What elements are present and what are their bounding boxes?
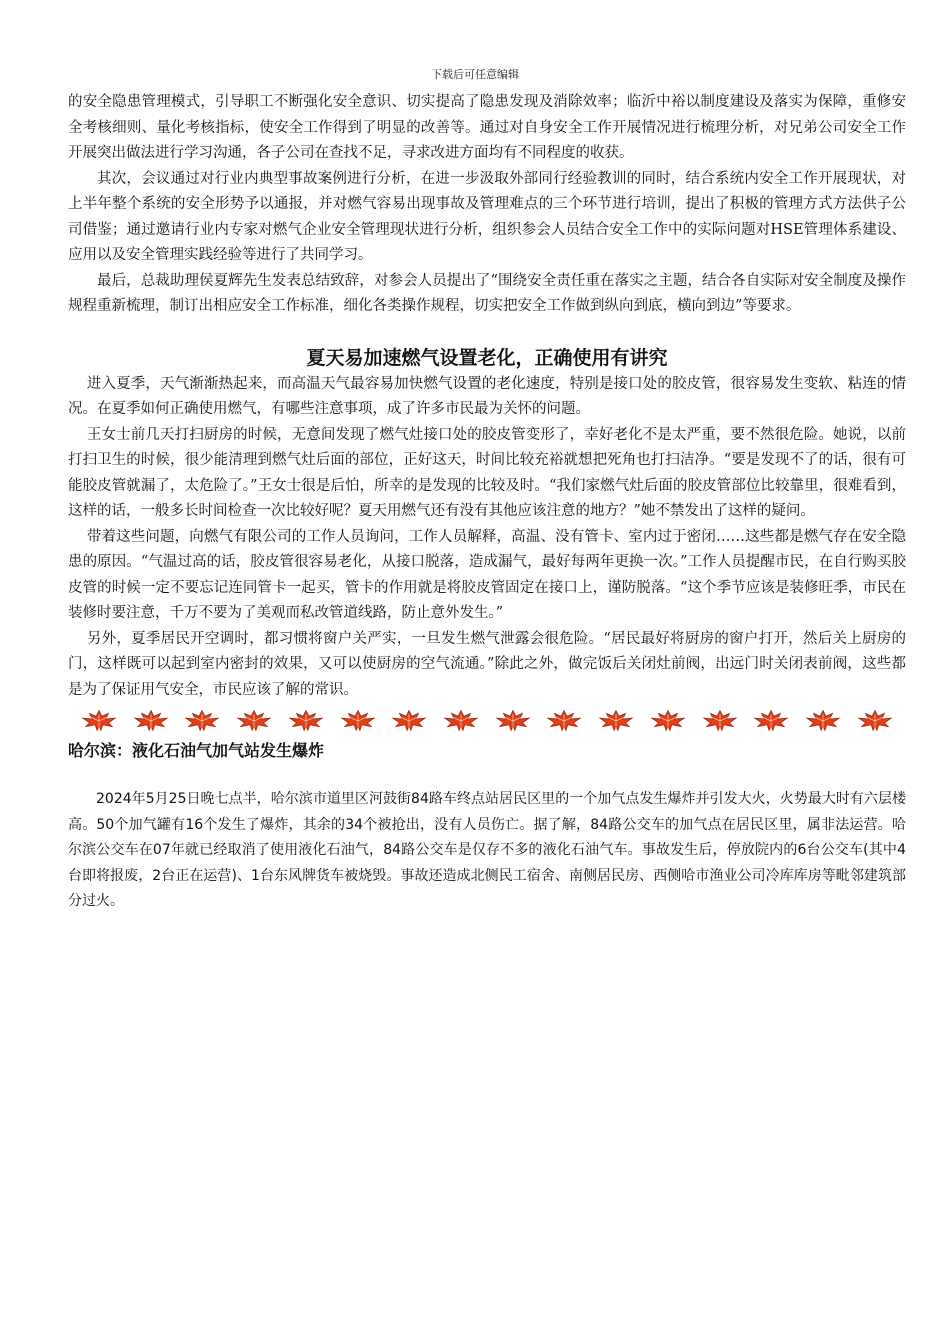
maple-leaf-icon (339, 708, 377, 732)
paragraph: 王女士前几天打扫厨房的时候，无意间发现了燃气灶接口处的胶皮管变形了，幸好老化不是太严重，要不然很危险。她说，以前打扫卫生的时候，很少能清理到燃气灶后面的部位，正好这天，时间比较充裕就想把死角也打扫洁净。“要是发现不了的话，很有可能胶皮管就漏了，太危险了。”王女士很是后怕，所幸的是发现的比较及时。“我们家燃气灶后面的胶皮管部位比较靠里，很难看到，这样的话，一般多长时间检查一次比较好呢？夏天用燃气还有没有其他应该注意的地方？”她不禁发出了这样的疑问。 (68, 426, 906, 519)
maple-leaf-icon (649, 708, 687, 732)
maple-leaf-divider (68, 707, 906, 733)
maple-leaf-icon (701, 708, 739, 732)
paragraph: 其次，会议通过对行业内典型事故案例进行分析，在进一步汲取外部同行经验教训的同时，结合系统内安全工作开展现状，对上半年整个系统的安全形势予以通报，并对燃气容易出现事故及管理难点的三个环节进行培训，提出了积极的管理方式方法供子公司借鉴；通过邀请行业内专家对燃气企业安全管理现状进行分析，组织参会人员结合安全工作中的实际问题对HSE管理体系建设、应用以及安全管理实践经验等进行了共同学习。 (68, 170, 906, 263)
document-body (68, 90, 906, 915)
paragraph: 带着这些问题，向燃气有限公司的工作人员询问，工作人员解释，高温、没有管卡、室内过于密闭……这些都是燃气存在安全隐患的原因。“气温过高的话，胶皮管很容易老化，从接口脱落，造成漏气，最好每两年更换一次。”工作人员提醒市民，在自行购买胶皮管的时候一定不要忘记连同管卡一起买，管卡的作用就是将胶皮管固定在接口上，谨防脱落。“这个季节应该是装修旺季，市民在装修时要注意，千万不要为了美观而私改管道线路，防止意外发生。” (68, 528, 906, 621)
maple-leaf-icon (390, 708, 428, 732)
maple-leaf-icon (235, 708, 273, 732)
paragraph: 最后，总裁助理侯夏辉先生发表总结致辞，对参会人员提出了“围绕安全责任重在落实之主题，结合各自实际对安全制度及操作规程重新梳理，制订出相应安全工作标准，细化各类操作规程，切实把安全工作做到纵向到底，横向到边”等要求。 (68, 272, 906, 314)
article-title: 夏天易加速燃气设置老化，正确使用有讲究 (306, 346, 668, 369)
paragraph: 进入夏季，天气渐渐热起来，而高温天气最容易加快燃气设置的老化速度，特别是接口处的胶皮管，很容易发生变软、粘连的情况。在夏季如何正确使用燃气，有哪些注意事项，成了许多市民最为关怀的问题。 (68, 375, 906, 417)
section-harbin-explosion (68, 787, 906, 915)
section-safety-meeting (68, 90, 906, 320)
maple-leaf-icon (545, 708, 583, 732)
maple-leaf-icon (442, 708, 480, 732)
paragraph: 2024年5月25日晚七点半，哈尔滨市道里区河鼓街84路车终点站居民区里的一个加气点发生爆炸并引发大火，火势最大时有六层楼高。50个加气罐有16个发生了爆炸，其余的34个被抢出，没有人员伤亡。据了解，84路公交车的加气点在居民区里，属非法运营。哈尔滨公交车在07年就已经取消了使用液化石油气，84路公交车是仅存不多的液化石油气车。事故发生后，停放院内的6台公交车(其中4台即将报废，2台正在运营)、1台东风牌货车被烧毁。事故还造成北侧民工宿舍、南侧居民房、西侧哈市渔业公司冷库库房等毗邻建筑部分过火。 (68, 791, 906, 909)
section-summer-gas (68, 372, 906, 704)
maple-leaf-icon (80, 708, 118, 732)
paragraph: 另外，夏季居民开空调时，都习惯将窗户关严实，一旦发生燃气泄露会很危险。“居民最好将厨房的窗户打开，然后关上厨房的门，这样既可以起到室内密封的效果，又可以使厨房的空气流通。”除此之外，做完饭后关闭灶前阀，出远门时关闭表前阀，这些都是为了保证用气安全，市民应该了解的常识。 (68, 630, 906, 698)
paragraph: 的安全隐患管理模式，引导职工不断强化安全意识、切实提高了隐患发现及消除效率；临沂中裕以制度建设及落实为保障，重修安全考核细则、量化考核指标，使安全工作得到了明显的改善等。通过对自身安全工作开展情况进行梳理分析，对兄弟公司安全工作开展突出做法进行学习沟通，各子公司在查找不足，寻求改进方面均有不同程度的收获。 (68, 94, 906, 161)
maple-leaf-icon (183, 708, 221, 732)
maple-leaf-icon (804, 708, 842, 732)
maple-leaf-icon (132, 708, 170, 732)
maple-leaf-icon (752, 708, 790, 732)
maple-leaf-icon (494, 708, 532, 732)
maple-leaf-icon (856, 708, 894, 732)
maple-leaf-icon (287, 708, 325, 732)
page-header-note: 下载后可任意编辑 (431, 68, 519, 81)
maple-leaf-icon (597, 708, 635, 732)
article-title: 哈尔滨：液化石油气加气站发生爆炸 (68, 741, 325, 760)
